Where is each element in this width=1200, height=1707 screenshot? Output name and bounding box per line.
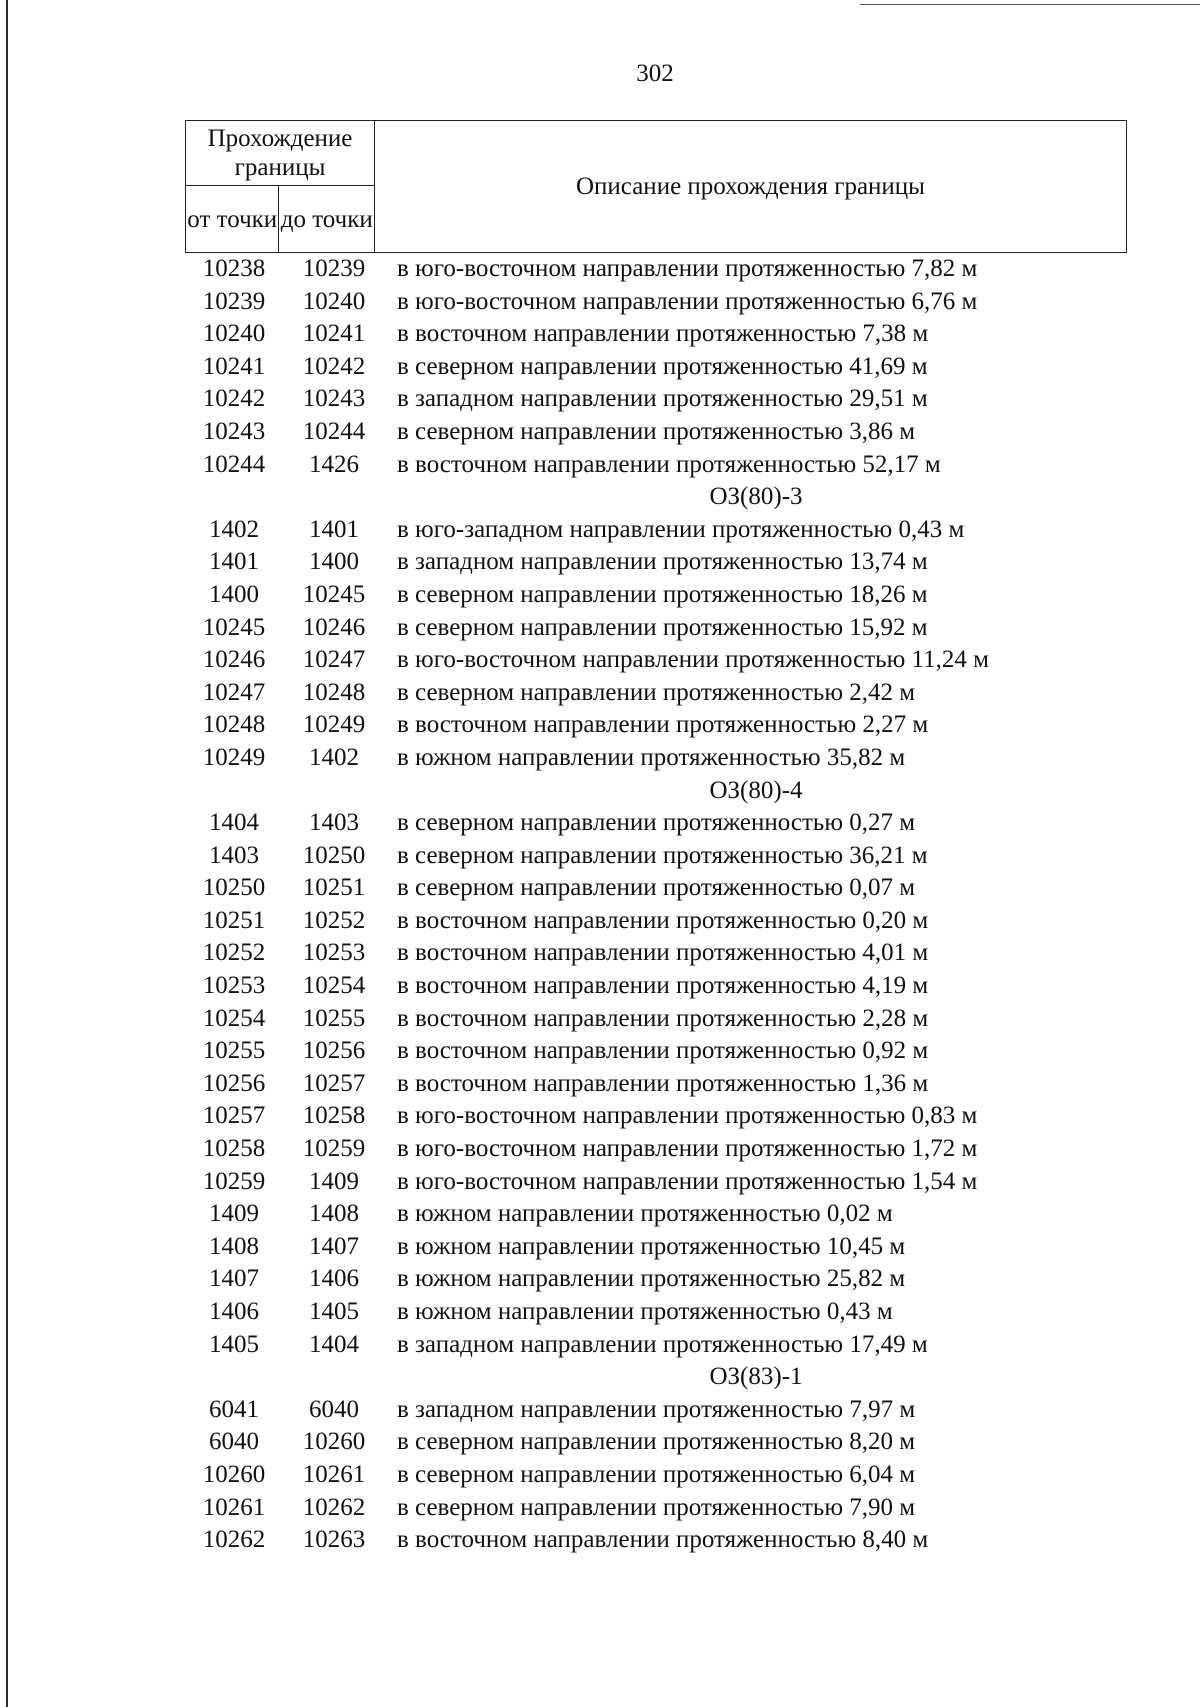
to-point: 1408 bbox=[309, 1200, 359, 1228]
table-row bbox=[185, 1133, 1125, 1166]
table-row bbox=[185, 286, 1125, 319]
description-cell: в восточном направлении протяженностью 2,27 м bbox=[397, 711, 929, 739]
from-point: 10249 bbox=[202, 743, 266, 771]
to-point: 10263 bbox=[302, 1526, 366, 1554]
table-row bbox=[185, 449, 1125, 482]
from-point: 10260 bbox=[202, 1460, 266, 1488]
to-point: 10255 bbox=[302, 1004, 366, 1032]
to-point: 10261 bbox=[302, 1460, 366, 1488]
table-row bbox=[185, 1035, 1125, 1068]
to-point: 10241 bbox=[302, 320, 366, 348]
header-passage: Прохождение границы bbox=[186, 121, 375, 186]
from-point: 10244 bbox=[202, 450, 266, 478]
description-cell: в восточном направлении протяженностью 1,36 м bbox=[397, 1069, 929, 1097]
to-point: 10250 bbox=[302, 841, 366, 869]
description-cell: в западном направлении протяженностью 29,51 м bbox=[397, 385, 928, 413]
to-point: 10254 bbox=[302, 972, 366, 1000]
table-row bbox=[185, 709, 1125, 742]
description-cell: в юго-восточном направлении протяженностью 1,54 м bbox=[397, 1167, 978, 1195]
from-point: 1400 bbox=[209, 580, 259, 608]
to-point: 10240 bbox=[302, 287, 366, 315]
description-cell: в северном направлении протяженностью 36,21 м bbox=[397, 841, 928, 869]
to-point: 10257 bbox=[302, 1069, 366, 1097]
page-number: 302 bbox=[636, 60, 674, 87]
table-row bbox=[185, 1003, 1125, 1036]
table-row bbox=[185, 905, 1125, 938]
to-point: 10256 bbox=[302, 1037, 366, 1065]
from-point: 10245 bbox=[202, 613, 266, 641]
to-point: 1409 bbox=[309, 1167, 359, 1195]
table-row bbox=[185, 612, 1125, 645]
description-cell: в восточном направлении протяженностью 7,38 м bbox=[397, 320, 929, 348]
from-point: 10255 bbox=[202, 1037, 266, 1065]
description-cell: в южном направлении протяженностью 0,02 м bbox=[397, 1200, 893, 1228]
header-to: до точки bbox=[279, 186, 375, 253]
table-row bbox=[185, 253, 1125, 286]
table-row bbox=[185, 742, 1125, 775]
description-cell: в северном направлении протяженностью 2,42 м bbox=[397, 678, 916, 706]
description-cell: в северном направлении протяженностью 3,86 м bbox=[397, 417, 916, 445]
table-row bbox=[185, 579, 1125, 612]
description-cell: в северном направлении протяженностью 7,90 м bbox=[397, 1493, 916, 1521]
description-cell: в северном направлении протяженностью 0,27 м bbox=[397, 809, 916, 837]
table-row bbox=[185, 1296, 1125, 1329]
to-point: 10252 bbox=[302, 906, 366, 934]
to-point: 10239 bbox=[302, 255, 366, 282]
from-point: 10239 bbox=[202, 287, 266, 315]
description-cell: в северном направлении протяженностью 6,04 м bbox=[397, 1460, 916, 1488]
from-point: 1405 bbox=[209, 1330, 259, 1358]
from-point: 10240 bbox=[202, 320, 266, 348]
from-point: 10262 bbox=[202, 1526, 266, 1554]
table-row bbox=[185, 1459, 1125, 1492]
to-point: 1426 bbox=[309, 450, 359, 478]
to-point: 10242 bbox=[302, 352, 366, 380]
to-point: 10247 bbox=[302, 646, 366, 674]
to-point: 10251 bbox=[302, 874, 366, 902]
to-point: 1402 bbox=[309, 743, 359, 771]
description-cell: в северном направлении протяженностью 0,07 м bbox=[397, 874, 916, 902]
to-point: 10248 bbox=[302, 678, 366, 706]
description-cell: в юго-восточном направлении протяженностью 6,76 м bbox=[397, 287, 978, 315]
description-cell: в восточном направлении протяженностью 0,92 м bbox=[397, 1037, 929, 1065]
table-row bbox=[185, 644, 1125, 677]
section-title: ОЗ(80)-3 bbox=[709, 483, 803, 511]
description-cell: в северном направлении протяженностью 18,26 м bbox=[397, 580, 928, 608]
to-point: 10260 bbox=[302, 1428, 366, 1456]
description-cell: в южном направлении протяженностью 0,43 м bbox=[397, 1298, 893, 1325]
description-cell: в западном направлении протяженностью 13,74 м bbox=[397, 548, 928, 576]
section-heading bbox=[185, 481, 1125, 514]
table-row bbox=[185, 416, 1125, 449]
from-point: 10247 bbox=[202, 678, 266, 706]
table-row bbox=[185, 970, 1125, 1003]
from-point: 10248 bbox=[202, 711, 266, 739]
to-point: 1407 bbox=[309, 1232, 359, 1260]
from-point: 10246 bbox=[202, 646, 266, 674]
description-cell: в северном направлении протяженностью 8,20 м bbox=[397, 1428, 916, 1456]
table-row bbox=[185, 1394, 1125, 1427]
to-point: 1406 bbox=[309, 1265, 359, 1293]
table-row bbox=[185, 383, 1125, 416]
from-point: 10251 bbox=[202, 906, 266, 934]
to-point: 10249 bbox=[302, 711, 366, 739]
from-point: 10256 bbox=[202, 1069, 266, 1097]
table-row bbox=[185, 840, 1125, 873]
section-heading bbox=[185, 1361, 1125, 1394]
from-point: 1401 bbox=[209, 548, 259, 576]
from-point: 10241 bbox=[202, 352, 266, 380]
from-point: 10254 bbox=[202, 1004, 266, 1032]
from-point: 1409 bbox=[209, 1200, 259, 1228]
table-row bbox=[185, 1068, 1125, 1101]
from-point: 10243 bbox=[202, 417, 266, 445]
table-row bbox=[185, 1100, 1125, 1133]
section-title: ОЗ(80)-4 bbox=[709, 776, 803, 804]
scan-edge-top bbox=[860, 4, 1200, 5]
description-cell: в восточном направлении протяженностью 2,28 м bbox=[397, 1004, 929, 1032]
description-cell: в западном направлении протяженностью 7,97 м bbox=[397, 1395, 916, 1423]
table-row bbox=[185, 1166, 1125, 1199]
to-point: 6040 bbox=[309, 1395, 359, 1423]
from-point: 10242 bbox=[202, 385, 266, 413]
description-cell: в восточном направлении протяженностью 52,17 м bbox=[397, 450, 941, 478]
from-point: 1403 bbox=[209, 841, 259, 869]
table-row bbox=[185, 514, 1125, 547]
table-row bbox=[185, 318, 1125, 351]
from-point: 1406 bbox=[209, 1298, 259, 1325]
to-point: 10243 bbox=[302, 385, 366, 413]
table-row bbox=[185, 1198, 1125, 1231]
to-point: 1404 bbox=[309, 1330, 359, 1358]
table-row bbox=[185, 937, 1125, 970]
table-row bbox=[185, 1426, 1125, 1459]
table-row bbox=[185, 1492, 1125, 1525]
table-row bbox=[185, 677, 1125, 710]
from-point: 1408 bbox=[209, 1232, 259, 1260]
table-row bbox=[185, 1524, 1125, 1557]
header-description: Описание прохождения границы bbox=[375, 121, 1127, 253]
table-row bbox=[185, 807, 1125, 840]
table-row bbox=[185, 546, 1125, 579]
section-heading bbox=[185, 775, 1125, 808]
table-row bbox=[185, 1329, 1125, 1362]
table-row bbox=[185, 1263, 1125, 1296]
to-point: 1405 bbox=[309, 1298, 359, 1325]
from-point: 10258 bbox=[202, 1135, 266, 1163]
description-cell: в восточном направлении протяженностью 0,20 м bbox=[397, 906, 929, 934]
table-row bbox=[185, 872, 1125, 905]
boundary-rows bbox=[185, 253, 1125, 1557]
from-point: 10261 bbox=[202, 1493, 266, 1521]
description-cell: в южном направлении протяженностью 25,82 м bbox=[397, 1265, 906, 1293]
description-cell: в западном направлении протяженностью 17,49 м bbox=[397, 1330, 928, 1358]
to-point: 10253 bbox=[302, 939, 366, 967]
from-point: 1402 bbox=[209, 515, 259, 543]
to-point: 1400 bbox=[309, 548, 359, 576]
from-point: 1407 bbox=[209, 1265, 259, 1293]
table-row bbox=[185, 351, 1125, 384]
description-cell: в юго-восточном направлении протяженностью 0,83 м bbox=[397, 1102, 978, 1130]
from-point: 10238 bbox=[202, 255, 266, 282]
description-cell: в восточном направлении протяженностью 4,01 м bbox=[397, 939, 929, 967]
from-point: 6040 bbox=[209, 1428, 259, 1456]
from-point: 10259 bbox=[202, 1167, 266, 1195]
section-title: ОЗ(83)-1 bbox=[709, 1363, 803, 1391]
description-cell: в северном направлении протяженностью 41,69 м bbox=[397, 352, 928, 380]
from-point: 1404 bbox=[209, 809, 259, 837]
to-point: 10262 bbox=[302, 1493, 366, 1521]
description-cell: в юго-восточном направлении протяженностью 1,72 м bbox=[397, 1135, 978, 1163]
table-row bbox=[185, 1231, 1125, 1264]
from-point: 10252 bbox=[202, 939, 266, 967]
description-cell: в юго-восточном направлении протяженностью 7,82 м bbox=[397, 255, 978, 282]
to-point: 10245 bbox=[302, 580, 366, 608]
to-point: 10244 bbox=[302, 417, 366, 445]
description-cell: в южном направлении протяженностью 35,82 м bbox=[397, 743, 906, 771]
description-cell: в южном направлении протяженностью 10,45 м bbox=[397, 1232, 906, 1260]
table-header bbox=[185, 120, 1127, 253]
from-point: 10253 bbox=[202, 972, 266, 1000]
to-point: 1403 bbox=[309, 809, 359, 837]
to-point: 10246 bbox=[302, 613, 366, 641]
scan-edge-left bbox=[6, 0, 8, 1707]
description-cell: в северном направлении протяженностью 15,92 м bbox=[397, 613, 928, 641]
from-point: 6041 bbox=[209, 1395, 259, 1423]
description-cell: в юго-восточном направлении протяженностью 11,24 м bbox=[397, 646, 989, 674]
from-point: 10257 bbox=[202, 1102, 266, 1130]
to-point: 1401 bbox=[309, 515, 359, 543]
description-cell: в восточном направлении протяженностью 8,40 м bbox=[397, 1526, 929, 1554]
description-cell: в юго-западном направлении протяженностью 0,43 м bbox=[397, 515, 965, 543]
from-point: 10250 bbox=[202, 874, 266, 902]
to-point: 10258 bbox=[302, 1102, 366, 1130]
header-from: от точки bbox=[186, 186, 279, 253]
to-point: 10259 bbox=[302, 1135, 366, 1163]
description-cell: в восточном направлении протяженностью 4,19 м bbox=[397, 972, 929, 1000]
